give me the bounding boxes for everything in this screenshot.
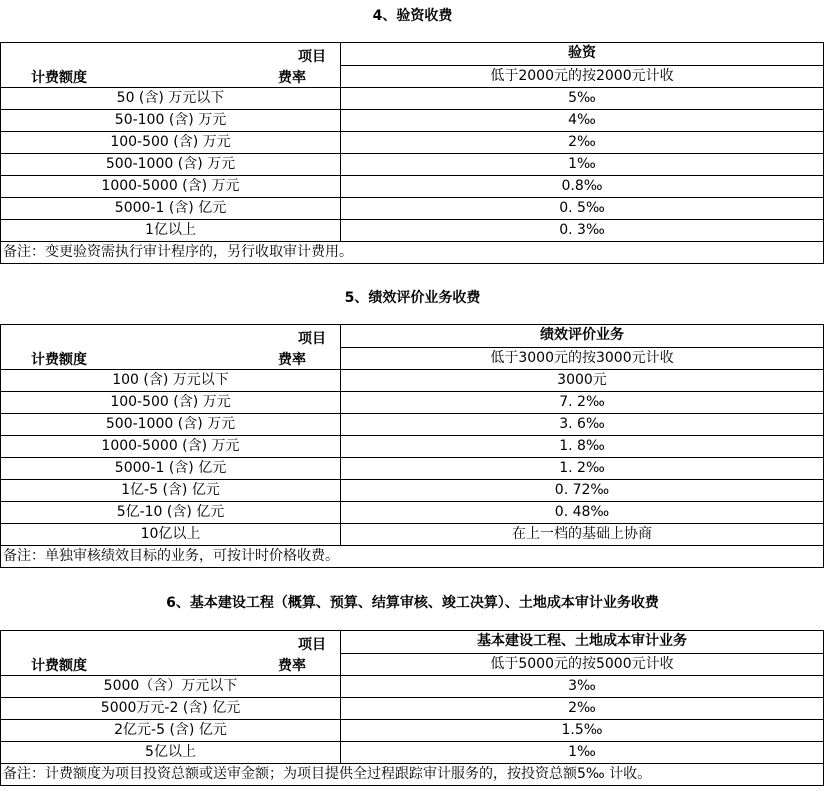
table-row: 5000万元-2 (含) 亿元 2‰ (1, 698, 824, 720)
rate-label: 费率 (278, 352, 306, 368)
section-title-capital-verification: 4、验资收费 (372, 8, 453, 24)
table-row: 100-500 (含) 万元 7. 2‰ (1, 392, 824, 414)
header-diagonal-cell (1, 43, 341, 88)
minimum-fee: 低于3000元的按3000元计收 (341, 347, 824, 370)
table-row: 50 (含) 万元以下 5‰ (1, 88, 824, 110)
table-row: 1亿-5 (含) 亿元 0. 72‰ (1, 480, 824, 502)
table-row: 500-1000 (含) 万元 3. 6‰ (1, 414, 824, 436)
service-name: 验资 (341, 43, 824, 66)
table-row: 10亿以上 在上一档的基础上协商 (1, 524, 824, 546)
section-title-performance-evaluation: 5、绩效评价业务收费 (344, 290, 481, 306)
item-label: 项目 (298, 49, 326, 65)
table-row: 2亿元-5 (含) 亿元 1.5‰ (1, 720, 824, 742)
table-row: 100 (含) 万元以下 3000元 (1, 370, 824, 392)
rate-label: 费率 (278, 658, 306, 674)
item-label: 项目 (298, 637, 326, 653)
header-diagonal-cell (1, 631, 341, 676)
table-note: 备注：变更验资需执行审计程序的，另行收取审计费用。 (1, 242, 824, 264)
item-label: 项目 (298, 331, 326, 347)
rate-label: 费率 (278, 70, 306, 86)
service-name: 基本建设工程、土地成本审计业务 (341, 631, 824, 654)
fee-table-construction-audit (0, 630, 824, 786)
fee-table-performance-evaluation (0, 324, 824, 568)
table-note: 备注：单独审核绩效目标的业务，可按计时价格收费。 (1, 546, 824, 568)
table-note: 备注：计费额度为项目投资总额或送审金额；为项目提供全过程跟踪审计服务的，按投资总额5‰ 计收。 (1, 764, 824, 786)
fee-table-capital-verification (0, 42, 824, 264)
table-row: 500-1000 (含) 万元 1‰ (1, 154, 824, 176)
table-row: 5亿以上 1‰ (1, 742, 824, 764)
amount-label: 计费额度 (31, 70, 87, 86)
section-title-construction-audit: 6、基本建设工程（概算、预算、结算审核、竣工决算）、土地成本审计业务收费 (166, 595, 659, 611)
minimum-fee: 低于2000元的按2000元计收 (341, 65, 824, 88)
amount-label: 计费额度 (31, 658, 87, 674)
table-row: 1000-5000 (含) 万元 0.8‰ (1, 176, 824, 198)
table-row: 5000-1 (含) 亿元 0. 5‰ (1, 198, 824, 220)
table-row: 1亿以上 0. 3‰ (1, 220, 824, 242)
header-diagonal-cell (1, 325, 341, 370)
table-row: 100-500 (含) 万元 2‰ (1, 132, 824, 154)
table-row: 5亿-10 (含) 亿元 0. 48‰ (1, 502, 824, 524)
table-row: 5000（含）万元以下 3‰ (1, 676, 824, 698)
amount-label: 计费额度 (31, 352, 87, 368)
minimum-fee: 低于5000元的按5000元计收 (341, 653, 824, 676)
table-row: 5000-1 (含) 亿元 1. 2‰ (1, 458, 824, 480)
service-name: 绩效评价业务 (341, 325, 824, 348)
table-row: 1000-5000 (含) 万元 1. 8‰ (1, 436, 824, 458)
table-row: 50-100 (含) 万元 4‰ (1, 110, 824, 132)
